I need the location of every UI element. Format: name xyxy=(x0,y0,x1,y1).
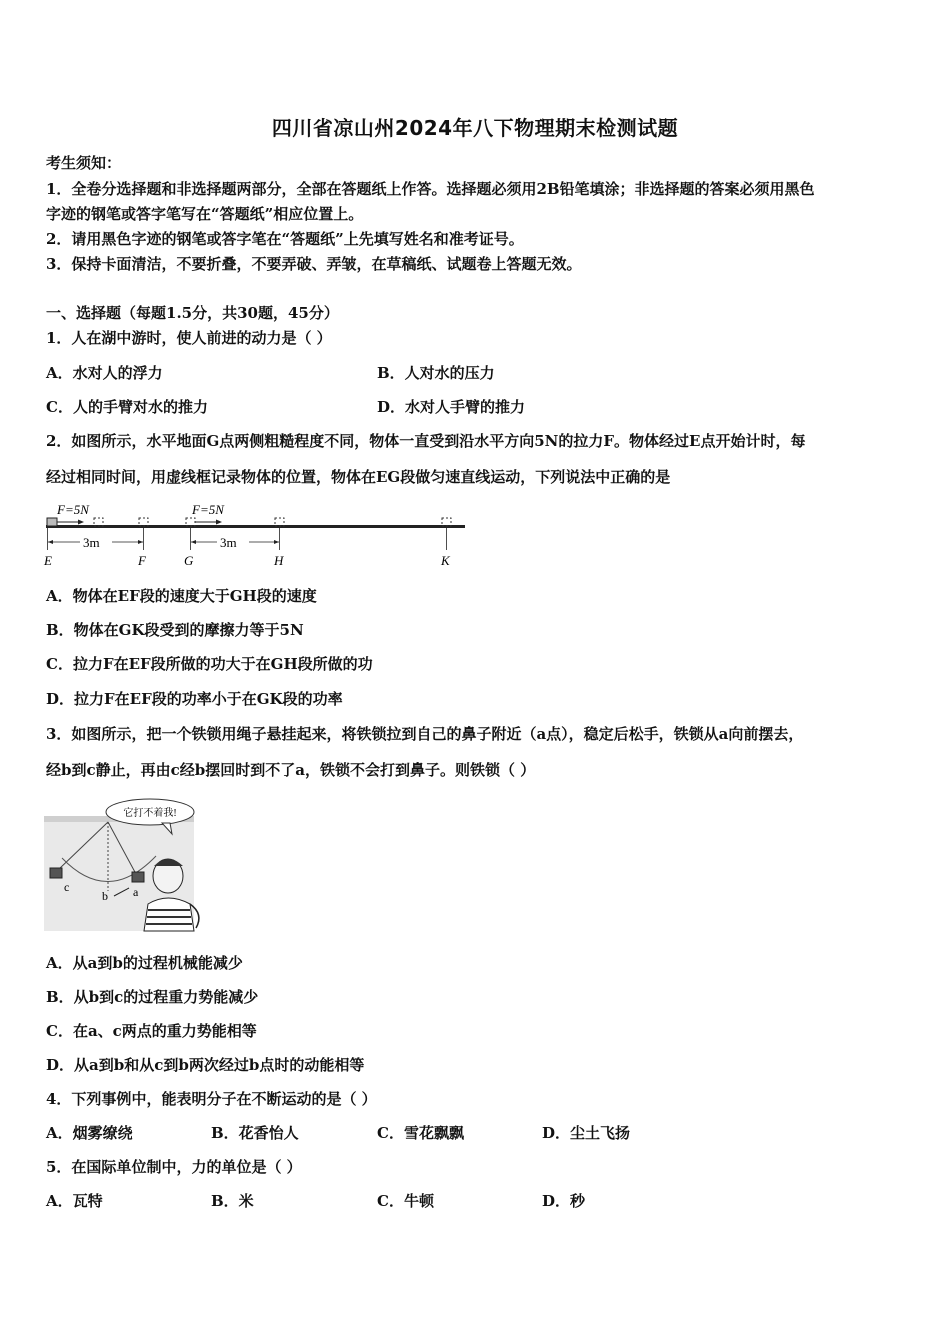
q5-option-c[interactable]: C．牛顿 xyxy=(377,1192,434,1210)
person-shirt xyxy=(144,898,194,931)
arrowhead xyxy=(274,540,279,544)
arrowhead xyxy=(216,520,222,525)
label-c: c xyxy=(64,880,70,894)
arrowhead xyxy=(138,540,143,544)
q3-figure xyxy=(44,796,206,934)
q4-option-b[interactable]: B．花香怡人 xyxy=(211,1124,299,1142)
lock-at-c xyxy=(50,868,62,878)
q4-option-a[interactable]: A．烟雾缭绕 xyxy=(46,1124,133,1142)
q2-option-a[interactable]: A．物体在EF段的速度大于GH段的速度 xyxy=(46,587,317,605)
notice-item: 字迹的钢笔或答字笔写在“答题纸”相应位置上。 xyxy=(46,205,364,223)
q3-option-d[interactable]: D．从a到b和从c到b两次经过b点时的动能相等 xyxy=(46,1056,365,1074)
notice-item: 1．全卷分选择题和非选择题两部分，全部在答题纸上作答。选择题必须用2B铅笔填涂；非选择题的答案必须用黑色 xyxy=(46,180,815,198)
q1-option-d[interactable]: D．水对人手臂的推力 xyxy=(377,398,526,416)
q3-option-b[interactable]: B．从b到c的过程重力势能减少 xyxy=(46,988,259,1006)
lock-at-a xyxy=(132,872,144,882)
label-b: b xyxy=(102,889,108,903)
label-a: a xyxy=(133,885,139,899)
q2-option-b[interactable]: B．物体在GK段受到的摩擦力等于5N xyxy=(46,621,304,639)
q4-option-d[interactable]: D．尘土飞扬 xyxy=(542,1124,631,1142)
arrowhead xyxy=(78,520,84,525)
point-label-h: H xyxy=(274,553,284,568)
q5-option-a[interactable]: A．瓦特 xyxy=(46,1192,103,1210)
page-title: 四川省凉山州2024年八下物理期末检测试题 xyxy=(271,116,679,140)
point-label-g: G xyxy=(184,553,194,568)
question-2-stem-line2: 经过相同时间，用虚线框记录物体的位置，物体在EG段做匀速直线运动，下列说法中正确的是 xyxy=(46,468,671,486)
q3-option-a[interactable]: A．从a到b的过程机械能减少 xyxy=(46,954,243,972)
question-4-stem: 4．下列事例中，能表明分子在不断运动的是（ ） xyxy=(46,1090,377,1108)
point-label-f: F xyxy=(138,553,146,568)
arrowhead xyxy=(48,540,53,544)
position-box xyxy=(275,518,284,526)
q3-option-c[interactable]: C．在a、c两点的重力势能相等 xyxy=(46,1022,257,1040)
notice-item: 2．请用黑色字迹的钢笔或答字笔在“答题纸”上先填写姓名和准考证号。 xyxy=(46,230,524,248)
notice-heading: 考生须知： xyxy=(46,154,122,172)
point-label-e: E xyxy=(44,553,52,568)
object-block xyxy=(47,518,57,526)
position-box xyxy=(442,518,451,526)
q5-option-b[interactable]: B．米 xyxy=(211,1192,254,1210)
speech-bubble-text: 它打不着我! xyxy=(123,808,177,819)
q1-option-b[interactable]: B．人对水的压力 xyxy=(377,364,495,382)
q4-option-c[interactable]: C．雪花飘飘 xyxy=(377,1124,464,1142)
question-3-stem-line1: 3．如图所示，把一个铁锁用绳子悬挂起来，将铁锁拉到自己的鼻子附近（a点），稳定后松手，铁锁从a向前摆去， xyxy=(46,725,804,743)
question-2-stem-line1: 2．如图所示，水平地面G点两侧粗糙程度不同，物体一直受到沿水平方向5N的拉力F。物体经过E点开始计时，每 xyxy=(46,432,806,450)
force-label: F=5N xyxy=(57,502,89,517)
position-box xyxy=(94,518,103,526)
position-box xyxy=(139,518,148,526)
question-3-stem-line2: 经b到c静止，再由c经b摆回时到不了a，铁锁不会打到鼻子。则铁锁（ ） xyxy=(46,761,536,779)
distance-label: 3m xyxy=(83,535,100,550)
q2-option-c[interactable]: C．拉力F在EF段所做的功大于在GH段所做的功 xyxy=(46,655,373,673)
force-label: F=5N xyxy=(192,502,224,517)
arrowhead xyxy=(191,540,196,544)
point-label-k: K xyxy=(441,553,450,568)
question-5-stem: 5．在国际单位制中，力的单位是（ ） xyxy=(46,1158,302,1176)
question-1-stem: 1．人在湖中游时，使人前进的动力是（ ） xyxy=(46,329,332,347)
notice-item: 3．保持卡面清洁，不要折叠，不要弄破、弄皱，在草稿纸、试题卷上答题无效。 xyxy=(46,255,582,273)
q1-option-c[interactable]: C．人的手臂对水的推力 xyxy=(46,398,208,416)
q5-option-d[interactable]: D．秒 xyxy=(542,1192,586,1210)
position-box xyxy=(186,518,195,526)
q2-option-d[interactable]: D．拉力F在EF段的功率小于在GK段的功率 xyxy=(46,690,343,708)
distance-label: 3m xyxy=(220,535,237,550)
section-heading: 一、选择题（每题1.5分，共30题，45分） xyxy=(46,304,339,322)
q2-figure xyxy=(40,500,480,572)
q1-option-a[interactable]: A．水对人的浮力 xyxy=(46,364,163,382)
